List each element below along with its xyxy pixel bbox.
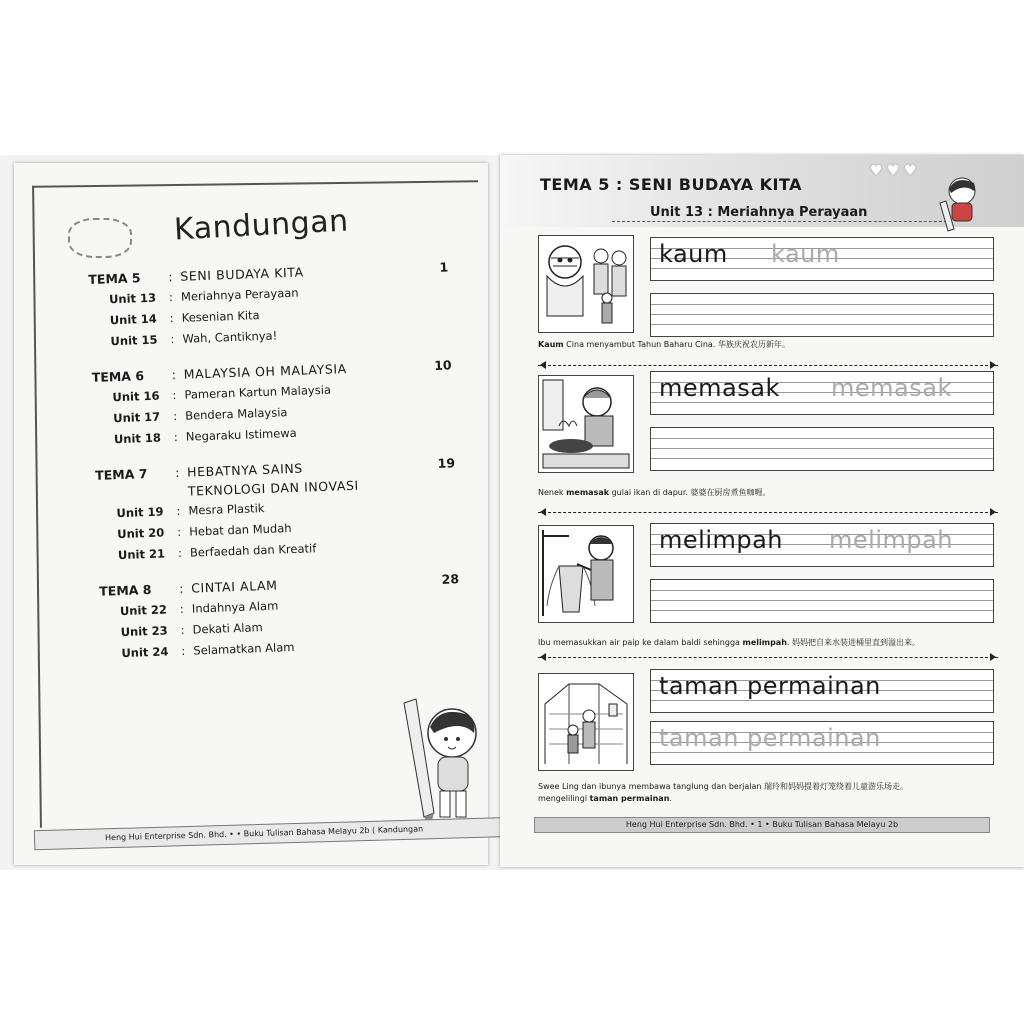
toc-unit-row[interactable]: Unit 21 : Berfaedah dan Kreatif <box>117 541 317 563</box>
toc-tema-row[interactable]: TEMA 5 : SENI BUDAYA KITA 1 <box>88 256 449 290</box>
toc-page-number: 19 <box>437 455 456 471</box>
model-word: melimpah <box>659 526 784 554</box>
toc-unit-row[interactable]: Unit 18 : Negaraku Istimewa <box>113 425 297 447</box>
contents-page <box>14 163 488 865</box>
page-footer: Heng Hui Enterprise Sdn. Bhd. • 1 • Buku Tulisan Bahasa Melayu 2b <box>534 817 990 833</box>
caption: Nenek memasak gulai ikan di dapur. 婆婆在厨房煮鱼咖喱。 <box>538 488 771 497</box>
speech-bubble-decoration <box>68 218 132 258</box>
toc-section-tema-7 <box>95 452 458 567</box>
toc-page-number: 1 <box>439 259 449 275</box>
exercise-melimpah <box>538 525 998 645</box>
toc-page-number: 10 <box>433 357 452 373</box>
writing-lines-blank[interactable] <box>650 579 994 623</box>
toc-unit-row[interactable]: Unit 17 : Bendera Malaysia <box>112 405 288 426</box>
toc-unit-row[interactable]: Unit 13 : Meriahnya Perayaan <box>108 285 299 307</box>
caption-line-2: mengelilingi taman permainan. <box>538 794 672 803</box>
exercise-memasak <box>538 375 998 495</box>
toc-tema-row[interactable]: TEMA 6 : MALAYSIA OH MALAYSIA 10 <box>91 354 452 388</box>
table-of-contents <box>88 256 462 678</box>
writing-lines-blank[interactable] <box>650 293 994 337</box>
trace-word: kaum <box>771 240 840 268</box>
toc-unit-row[interactable]: Unit 20 : Hebat dan Mudah <box>117 521 292 542</box>
page-footer: Heng Hui Enterprise Sdn. Bhd. • • Buku Tulisan Bahasa Melayu 2b ( Kandungan <box>34 816 556 851</box>
toc-unit-row[interactable]: Unit 16 : Pameran Kartun Malaysia <box>112 382 332 405</box>
divider-arrow <box>538 365 998 366</box>
playground-illustration <box>538 673 634 771</box>
trace-word: taman permainan <box>659 724 881 752</box>
grandmother-cooking-illustration <box>538 375 634 473</box>
bucket-overflow-illustration <box>538 525 634 623</box>
toc-unit-row[interactable]: Unit 14 : Kesenian Kita <box>109 308 260 328</box>
toc-unit-row[interactable]: Unit 19 : Mesra Plastik <box>116 500 265 521</box>
book-spread <box>0 155 1024 870</box>
writing-lines[interactable] <box>650 237 994 281</box>
model-word: memasak <box>659 374 780 402</box>
unit-underline <box>612 221 952 222</box>
toc-section-tema-5 <box>88 256 451 353</box>
toc-unit-row[interactable]: Unit 15 : Wah, Cantiknya! <box>110 328 278 349</box>
tema-title: TEMA 5 : SENI BUDAYA KITA <box>540 175 802 194</box>
caption: Kaum Cina menyambut Tahun Baharu Cina. 华族庆祝农历新年。 <box>538 340 790 349</box>
divider-arrow <box>538 512 998 513</box>
caption: Swee Ling dan ibunya membawa tanglung dan berjalan 瑞玲和妈妈提着灯笼绕着儿童游乐场走。 <box>538 782 908 791</box>
trace-word: melimpah <box>829 526 954 554</box>
toc-tema-row[interactable]: TEMA 7 : HEBATNYA SAINS 19 <box>95 452 456 486</box>
writing-lines[interactable] <box>650 523 994 567</box>
toc-unit-row[interactable]: Unit 23 : Dekati Alam <box>120 620 263 640</box>
hearts-decoration: ♥ ♥ ♥ <box>870 163 917 179</box>
toc-tema-title-continued: TEKNOLOGI DAN INOVASI <box>187 477 360 499</box>
writing-lines-blank[interactable] <box>650 427 994 471</box>
model-word: taman permainan <box>659 672 881 700</box>
toc-unit-row[interactable]: Unit 24 : Selamatkan Alam <box>121 640 295 661</box>
lion-dance-illustration <box>538 235 634 333</box>
exercise-taman-permainan <box>538 673 998 813</box>
trace-word: memasak <box>831 374 952 402</box>
worksheet-page <box>500 155 1024 867</box>
writing-lines[interactable] <box>650 669 994 713</box>
contents-title: Kandungan <box>173 203 350 248</box>
child-mascot-illustration <box>936 173 986 233</box>
child-with-pencil-illustration <box>394 693 484 833</box>
writing-lines-trace[interactable] <box>650 721 994 765</box>
exercise-kaum <box>538 235 998 349</box>
writing-lines[interactable] <box>650 371 994 415</box>
divider-arrow <box>538 657 998 658</box>
caption: Ibu memasukkan air paip ke dalam baldi sehingga melimpah. 妈妈把自来水装进桶里直到溢出来。 <box>538 638 920 647</box>
toc-unit-row[interactable]: Unit 22 : Indahnya Alam <box>119 598 279 619</box>
model-word: kaum <box>659 240 728 268</box>
toc-section-tema-8 <box>99 568 462 665</box>
toc-tema-row[interactable]: TEMA 8 : CINTAI ALAM 28 <box>99 568 460 602</box>
toc-page-number: 28 <box>441 571 460 587</box>
toc-section-tema-6 <box>91 354 454 451</box>
unit-title: Unit 13 : Meriahnya Perayaan <box>650 205 868 220</box>
